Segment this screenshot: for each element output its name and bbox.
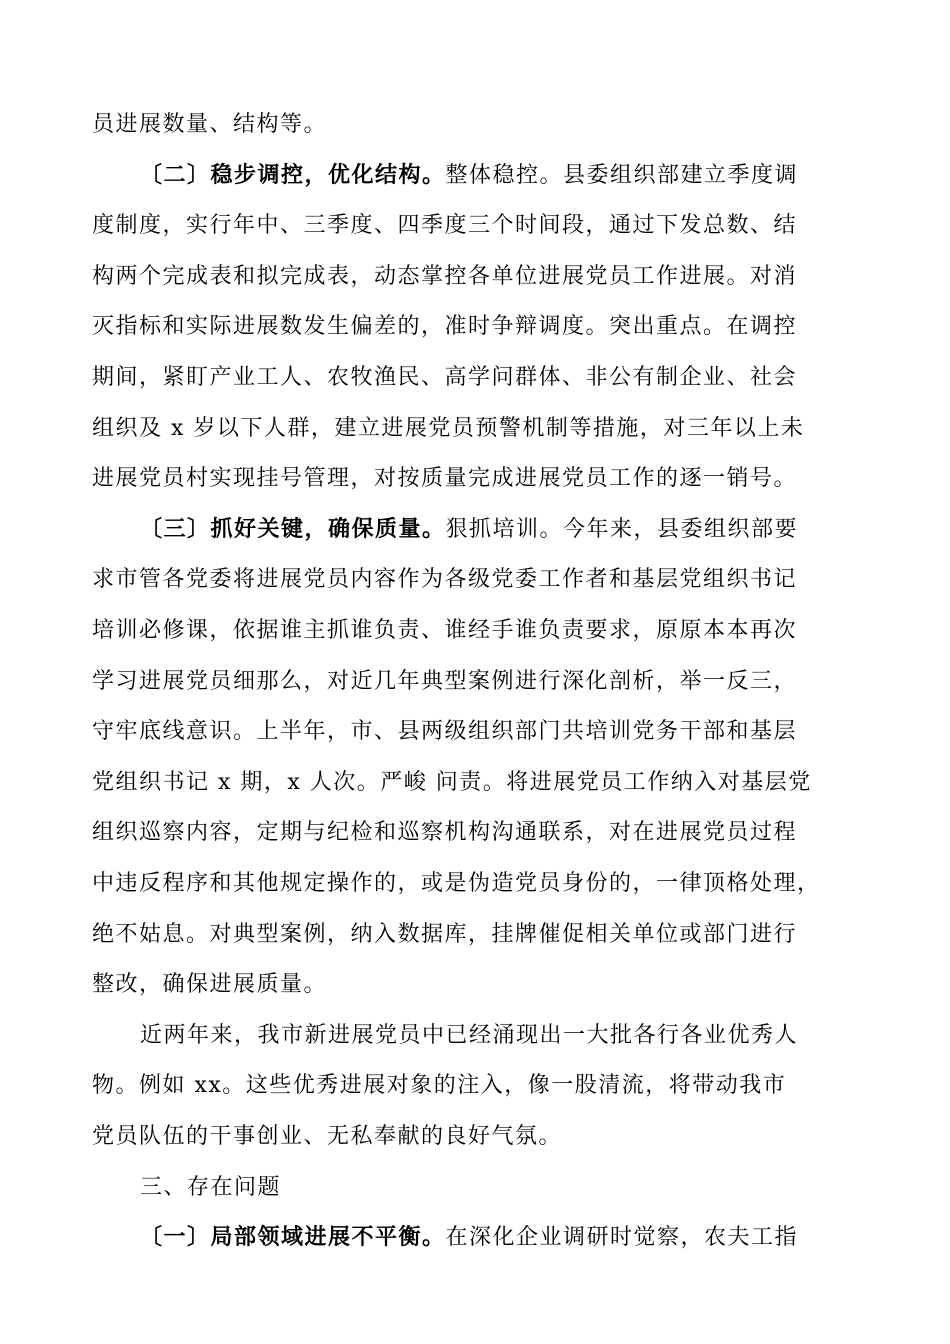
body-text: 构两个完成表和拟完成表，动态掌控各单位进展党员工作进展。对消 — [92, 264, 798, 289]
body-text: 组织及 x 岁以下人群，建立进展党员预警机制等措施，对三年以上未 — [92, 416, 805, 441]
paragraph-line — [92, 565, 797, 595]
body-text: 守牢底线意识。上半年，市、县两级组织部门共培训党务干部和基层 — [92, 719, 798, 744]
paragraph-line — [92, 211, 797, 241]
body-text: 党员队伍的干事创业、无私奉献的良好气氛。 — [92, 1124, 563, 1149]
body-text: 进展党员村实现挂号管理，对按质量完成进展党员工作的逐一销号。 — [92, 466, 798, 491]
body-text: 三、存在问题 — [140, 1175, 282, 1200]
paragraph-line — [92, 667, 797, 697]
body-text: 度制度，实行年中、三季度、四季度三个时间段，通过下发总数、结 — [92, 213, 798, 238]
body-text: 员进展数量、结构等。 — [92, 112, 328, 137]
body-text: 整体稳控。县委组织部建立季度调 — [445, 163, 799, 188]
paragraph-line — [92, 616, 797, 646]
paragraph-first-line — [140, 1223, 798, 1253]
paragraph-line — [92, 869, 821, 899]
section-heading-text: 〔一〕局部领域进展不平衡。 — [140, 1225, 446, 1250]
paragraph-line — [92, 717, 797, 747]
paragraph-first-line — [140, 161, 798, 191]
body-text: 党组织书记 x 期，x 人次。严峻 问责。将进展党员工作纳入对基层党 — [92, 770, 812, 795]
body-text: 物。例如 xx。这些优秀进展对象的注入，像一股清流，将带动我市 — [92, 1073, 787, 1098]
paragraph-line — [92, 970, 327, 1000]
body-text: 培训必修课，依据谁主抓谁负责、谁经手谁负责要求，原原本本再次 — [92, 618, 798, 643]
paragraph-first-line — [140, 1173, 281, 1203]
section-heading-text: 〔二〕稳步调控，优化结构。 — [140, 163, 446, 188]
paragraph-line — [92, 464, 797, 494]
body-text: 灭指标和实际进展数发生偏差的，准时争辩调度。突出重点。在调控 — [92, 314, 798, 339]
body-text: 在深化企业调研时觉察，农夫工指 — [445, 1225, 799, 1250]
paragraph-line — [92, 262, 797, 292]
section-heading-text: 〔三〕抓好关键，确保质量。 — [140, 517, 446, 542]
paragraph-line — [92, 414, 804, 444]
paragraph-line — [92, 1122, 562, 1152]
body-text: 中违反程序和其他规定操作的，或是伪造党员身份的，一律顶格处理， — [92, 871, 821, 896]
body-text: 绝不姑息。对典型案例，纳入数据库，挂牌催促相关单位或部门进行 — [92, 922, 798, 947]
paragraph-line — [92, 363, 797, 393]
body-text: 学习进展党员细那么，对近几年典型案例进行深化剖析，举一反三， — [92, 669, 798, 694]
body-text: 狠抓培训。今年来，县委组织部要 — [445, 517, 799, 542]
paragraph-line — [92, 920, 797, 950]
body-text: 期间，紧盯产业工人、农牧渔民、高学问群体、非公有制企业、社会 — [92, 365, 798, 390]
paragraph-line — [92, 110, 327, 140]
paragraph-first-line — [140, 515, 798, 545]
paragraph-first-line — [140, 1021, 798, 1051]
body-text: 组织巡察内容，定期与纪检和巡察机构沟通联系，对在进展党员过程 — [92, 820, 798, 845]
paragraph-line — [92, 1071, 786, 1101]
body-text: 整改，确保进展质量。 — [92, 972, 328, 997]
paragraph-line — [92, 312, 797, 342]
paragraph-line — [92, 768, 812, 798]
paragraph-line — [92, 818, 797, 848]
body-text: 求市管各党委将进展党员内容作为各级党委工作者和基层党组织书记 — [92, 567, 798, 592]
body-text: 近两年来，我市新进展党员中已经涌现出一大批各行各业优秀人 — [140, 1023, 799, 1048]
